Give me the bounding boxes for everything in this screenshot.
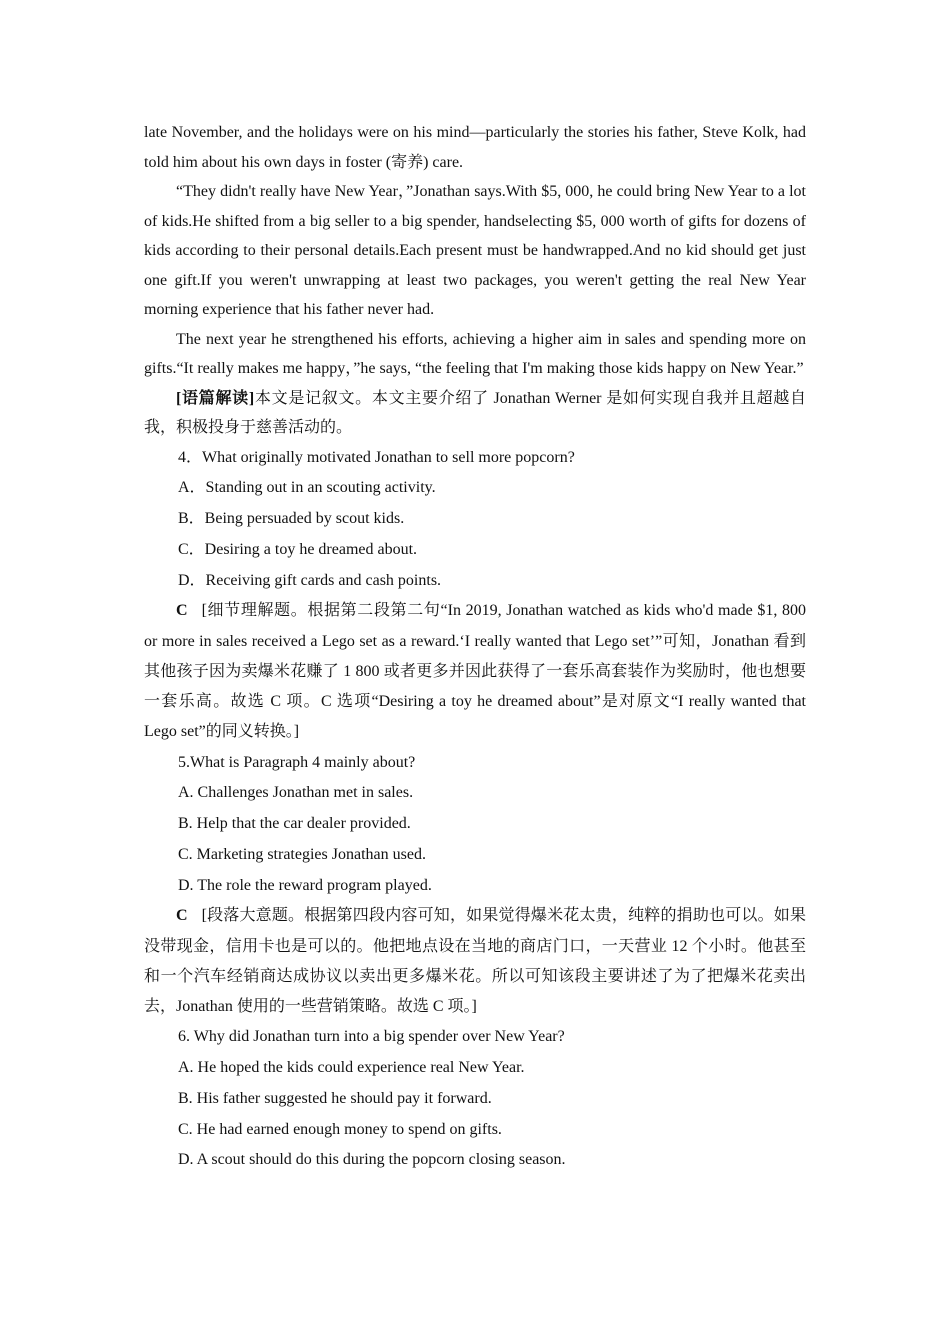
passage-paragraph-1: late November, and the holidays were on his mind—particularly the stories his father, Steve Kolk, had told him about his own days in foster (寄养) care. xyxy=(144,124,806,171)
document-page xyxy=(144,118,806,1176)
question-4-option-c: C．Desiring a toy he dreamed about. xyxy=(178,540,418,558)
question-4-option-d: D．Receiving gift cards and cash points. xyxy=(178,571,442,589)
question-5-option-b: B. Help that the car dealer provided. xyxy=(178,815,411,833)
question-6-option-a: A. He hoped the kids could experience real New Year. xyxy=(178,1059,525,1077)
question-4-option-a: A．Standing out in an scouting activity. xyxy=(178,479,436,497)
passage-analysis xyxy=(144,384,806,443)
question-4-option-b: B．Being persuaded by scout kids. xyxy=(178,510,405,528)
question-4-stem: 4．What originally motivated Jonathan to sell more popcorn? xyxy=(178,448,575,466)
question-5-option-d: D. The role the reward program played. xyxy=(178,876,432,894)
question-6-option-d: D. A scout should do this during the popcorn closing season. xyxy=(178,1151,566,1169)
question-6-option-c: C. He had earned enough money to spend on gifts. xyxy=(178,1120,502,1138)
question-4-explanation: [细节理解题。根据第二段第二句“In 2019, Jonathan watched as kids who'd made $1, 800 or more in sales received a Lego set as a reward.‘I really wanted that Lego set’”可知，Jonathan 看到其他孩子因为卖爆米花赚了 1 800 或者更多并因此获得了一套乐高套装作为奖励时，他也想要一套乐高。故选 C 项。C 选项“Desiring a toy he dreamed about”是对原文“I really wanted that Lego set”的同义转换。] xyxy=(144,602,806,741)
passage-paragraph-2: “They didn't really have New Year，”Jonathan says.With $5, 000, he could bring New Year to a lot of kids.He shifted from a big seller to a big spender, handselecting $5, 000 worth of gifts for dozens of kids according to their personal details.Each present must be handwrapped.And no kid should get just one gift.If you weren't unwrapping at least two packages, you weren't getting the real New Year morning experience that his father never had. xyxy=(144,183,806,318)
question-5-answer xyxy=(144,901,806,1022)
question-5-answer-key: C xyxy=(176,907,188,925)
question-5-stem: 5.What is Paragraph 4 mainly about? xyxy=(178,753,416,771)
question-4-answer-key: C xyxy=(176,602,188,620)
question-4-answer xyxy=(144,596,806,747)
passage-paragraph-3: The next year he strengthened his efforts, achieving a higher aim in sales and spending more on gifts.“It really makes me happy，”he says, “the feeling that I'm making those kids happy on New Year.” xyxy=(144,330,806,377)
analysis-tag: [语篇解读] xyxy=(176,389,255,407)
question-6-stem: 6. Why did Jonathan turn into a big spender over New Year? xyxy=(178,1028,565,1046)
question-5-explanation: [段落大意题。根据第四段内容可知，如果觉得爆米花太贵，纯粹的捐助也可以。如果没带现金，信用卡也是可以的。他把地点设在当地的商店门口，一天营业 12 个小时。他甚至和一个汽车经销商达成协议以卖出更多爆米花。所以可知该段主要讲述了为了把爆米花卖出去，Jonathan 使用的一些营销策略。故选 C 项。] xyxy=(144,907,806,1016)
question-6-option-b: B. His father suggested he should pay it forward. xyxy=(178,1089,492,1107)
analysis-text: 本文是记叙文。本文主要介绍了 Jonathan Werner 是如何实现自我并且超越自我，积极投身于慈善活动的。 xyxy=(144,389,806,436)
question-5-option-a: A. Challenges Jonathan met in sales. xyxy=(178,784,414,802)
question-5-option-c: C. Marketing strategies Jonathan used. xyxy=(178,845,426,863)
